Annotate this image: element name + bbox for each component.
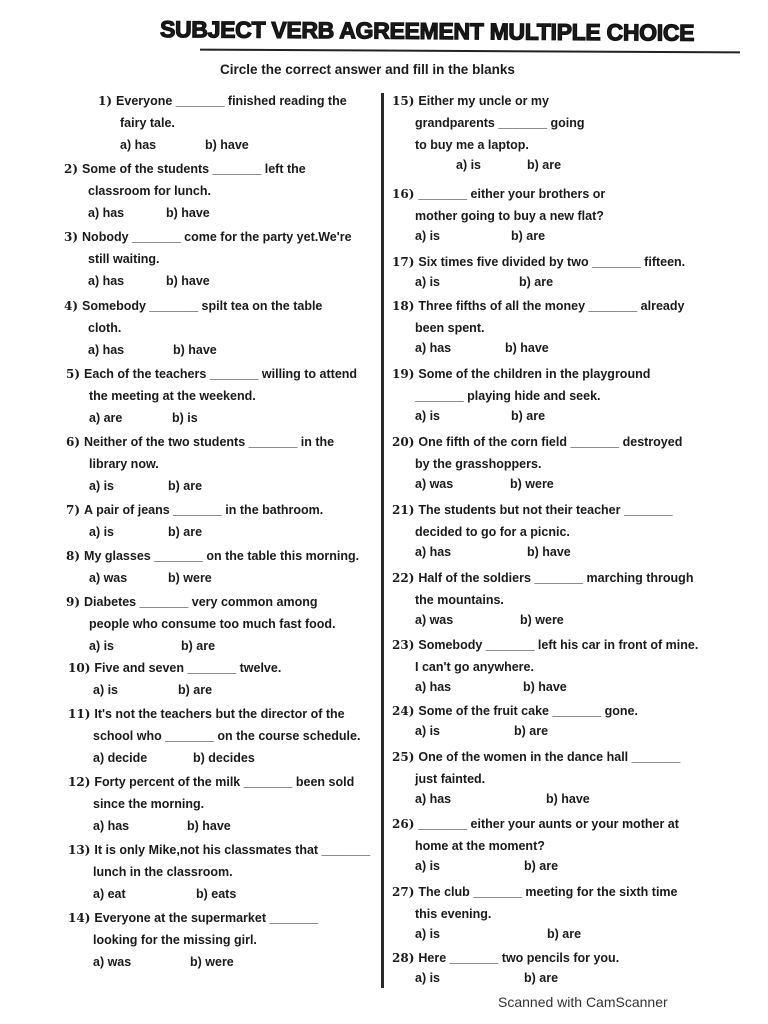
option-a: a) has (415, 792, 452, 806)
question-item (392, 295, 684, 317)
question-item (392, 634, 698, 656)
option-a: a) is (456, 158, 482, 172)
option-b: b) decides (193, 751, 255, 765)
question-text: Everyone at the supermarket _______ (94, 911, 319, 925)
question-text-cont: still waiting. (88, 252, 160, 266)
scanner-watermark: Scanned with CamScanner (498, 994, 668, 1010)
question-text-cont: library now. (89, 457, 159, 471)
question-text: Somebody _______ spilt tea on the table (82, 299, 323, 313)
option-b: b) have (187, 819, 231, 833)
option-a: a) is (415, 409, 441, 423)
question-item (392, 363, 650, 385)
question-number: 14) (68, 911, 91, 925)
question-number: 27) (392, 885, 415, 899)
question-number: 21) (392, 503, 415, 517)
question-text: Everyone _______ finished reading the (116, 94, 347, 108)
option-b: b) have (205, 138, 249, 152)
question-number: 15) (392, 94, 415, 108)
question-text-cont: grandparents _______ going (415, 116, 585, 130)
question-text: Each of the teachers _______ willing to attend (84, 367, 358, 381)
question-item (392, 90, 549, 112)
question-item (392, 567, 693, 589)
question-item (64, 158, 306, 180)
question-text-cont: school who _______ on the course schedule. (93, 729, 361, 743)
title-underline (200, 49, 740, 54)
option-a: a) eat (93, 887, 126, 901)
option-b: b) is (172, 411, 198, 425)
question-number: 26) (392, 817, 415, 831)
option-b: b) are (181, 639, 216, 653)
question-text-cont: by the grasshoppers. (415, 457, 542, 471)
question-text-cont: been spent. (415, 321, 485, 335)
question-number: 17) (392, 255, 415, 269)
question-text-cont: cloth. (88, 321, 122, 335)
option-a: a) is (415, 724, 441, 738)
question-text-cont: mother going to buy a new flat? (415, 209, 604, 223)
question-text-cont: _______ playing hide and seek. (415, 389, 601, 403)
question-number: 28) (392, 951, 415, 965)
question-item (392, 947, 619, 969)
question-item (68, 657, 281, 679)
question-text: Three fifths of all the money _______ already (418, 299, 685, 313)
worksheet-title: SUBJECT VERB AGREEMENT MULTIPLE CHOICE (159, 16, 695, 46)
question-number: 18) (392, 299, 415, 313)
option-a: a) is (415, 275, 441, 289)
option-b: b) are (511, 229, 546, 243)
option-a: a) has (88, 343, 125, 357)
question-text-cont: the meeting at the weekend. (89, 389, 256, 403)
question-item (66, 545, 359, 567)
option-a: a) is (415, 927, 441, 941)
question-text: Either my uncle or my (418, 94, 549, 108)
option-b: b) have (173, 343, 217, 357)
question-number: 5) (66, 367, 81, 381)
question-text: Some of the students _______ left the (82, 162, 306, 176)
question-text: Nobody _______ come for the party yet.We're (82, 230, 352, 244)
option-b: b) were (168, 571, 212, 585)
question-number: 1) (98, 94, 113, 108)
question-text: Forty percent of the milk _______ been sold (94, 775, 355, 789)
question-number: 24) (392, 704, 415, 718)
question-text: One fifth of the corn field _______ destroyed (418, 435, 683, 449)
instructions: Circle the correct answer and fill in the blanks (220, 62, 515, 77)
option-a: a) is (415, 229, 441, 243)
option-b: b) are (178, 683, 213, 697)
question-text: It's not the teachers but the director of the (94, 707, 345, 721)
question-number: 11) (68, 707, 91, 721)
question-text-cont: this evening. (415, 907, 492, 921)
question-text: Half of the soldiers _______ marching through (418, 571, 694, 585)
question-text: My glasses _______ on the table this morning. (84, 549, 360, 563)
option-a: a) has (415, 341, 452, 355)
question-text-cont: fairy tale. (120, 116, 175, 130)
option-b: b) have (523, 680, 567, 694)
question-number: 23) (392, 638, 415, 652)
option-b: b) were (510, 477, 554, 491)
option-a: a) is (415, 859, 441, 873)
question-text-cont: lunch in the classroom. (93, 865, 233, 879)
question-text-cont: decided to go for a picnic. (415, 525, 570, 539)
question-number: 12) (68, 775, 91, 789)
question-text: Somebody _______ left his car in front of mine. (418, 638, 699, 652)
question-text: One of the women in the dance hall _______ (418, 750, 681, 764)
question-item (68, 907, 318, 929)
option-b: b) have (166, 206, 210, 220)
question-item (392, 700, 638, 722)
option-b: b) are (168, 479, 203, 493)
option-a: a) is (89, 639, 115, 653)
option-b: b) are (524, 859, 559, 873)
option-b: b) are (547, 927, 582, 941)
question-text: Some of the fruit cake _______ gone. (418, 704, 638, 718)
option-b: b) are (514, 724, 549, 738)
option-a: a) are (89, 411, 123, 425)
question-text: Five and seven _______ twelve. (94, 661, 282, 675)
question-item (392, 499, 673, 521)
question-number: 16) (392, 187, 415, 201)
option-a: a) decide (93, 751, 148, 765)
option-b: b) have (505, 341, 549, 355)
option-b: b) are (519, 275, 554, 289)
question-text: A pair of jeans _______ in the bathroom. (84, 503, 324, 517)
option-a: a) is (89, 479, 115, 493)
question-number: 7) (66, 503, 81, 517)
option-a: a) has (415, 545, 452, 559)
question-item (64, 295, 322, 317)
option-a: a) has (120, 138, 157, 152)
question-text: Neither of the two students _______ in the (84, 435, 335, 449)
option-a: a) was (415, 613, 454, 627)
option-a: a) has (88, 274, 125, 288)
question-number: 25) (392, 750, 415, 764)
question-item (68, 839, 370, 861)
option-b: b) were (520, 613, 564, 627)
question-text: Diabetes _______ very common among (84, 595, 318, 609)
question-text: The students but not their teacher _______ (418, 503, 673, 517)
option-a: a) is (89, 525, 115, 539)
column-divider (381, 93, 384, 988)
question-number: 19) (392, 367, 415, 381)
question-item (66, 363, 357, 385)
question-text-cont: the mountains. (415, 593, 504, 607)
option-b: b) are (527, 158, 562, 172)
question-item (66, 591, 317, 613)
question-text-cont: to buy me a laptop. (415, 138, 529, 152)
question-number: 22) (392, 571, 415, 585)
question-item (68, 703, 345, 725)
question-text-cont: home at the moment? (415, 839, 545, 853)
question-number: 4) (64, 299, 79, 313)
option-a: a) was (89, 571, 128, 585)
option-b: b) are (524, 971, 559, 985)
question-item (392, 251, 685, 273)
question-item (392, 183, 605, 205)
option-b: b) eats (196, 887, 237, 901)
question-number: 3) (64, 230, 79, 244)
question-text: Some of the children in the playground (418, 367, 651, 381)
question-number: 20) (392, 435, 415, 449)
option-b: b) have (166, 274, 210, 288)
question-text: _______ either your aunts or your mother at (418, 817, 679, 831)
question-item (392, 431, 682, 453)
question-number: 13) (68, 843, 91, 857)
question-item (392, 881, 678, 903)
option-b: b) are (168, 525, 203, 539)
question-text-cont: looking for the missing girl. (93, 933, 257, 947)
question-number: 2) (64, 162, 79, 176)
question-text-cont: since the morning. (93, 797, 205, 811)
question-item (98, 90, 347, 112)
question-number: 9) (66, 595, 81, 609)
option-b: b) are (511, 409, 546, 423)
option-b: b) have (546, 792, 590, 806)
question-text-cont: classroom for lunch. (88, 184, 211, 198)
option-a: a) has (93, 819, 130, 833)
question-item (392, 746, 680, 768)
question-text-cont: just fainted. (415, 772, 486, 786)
question-text: Here _______ two pencils for you. (418, 951, 620, 965)
option-a: a) has (88, 206, 125, 220)
question-text: The club _______ meeting for the sixth time (418, 885, 678, 899)
question-text: Six times five divided by two _______ fifteen. (418, 255, 686, 269)
option-a: a) is (93, 683, 119, 697)
option-a: a) was (93, 955, 132, 969)
question-text: _______ either your brothers or (418, 187, 606, 201)
question-item (68, 771, 354, 793)
question-text: It is only Mike,not his classmates that _______ (94, 843, 371, 857)
question-item (66, 431, 334, 453)
question-text-cont: I can't go anywhere. (415, 660, 534, 674)
question-number: 6) (66, 435, 81, 449)
option-b: b) were (190, 955, 234, 969)
question-item (66, 499, 323, 521)
option-a: a) was (415, 477, 454, 491)
question-number: 8) (66, 549, 81, 563)
option-a: a) has (415, 680, 452, 694)
question-item (392, 813, 679, 835)
option-a: a) is (415, 971, 441, 985)
question-text-cont: people who consume too much fast food. (89, 617, 336, 631)
option-b: b) have (527, 545, 571, 559)
question-number: 10) (68, 661, 91, 675)
question-item (64, 226, 352, 248)
